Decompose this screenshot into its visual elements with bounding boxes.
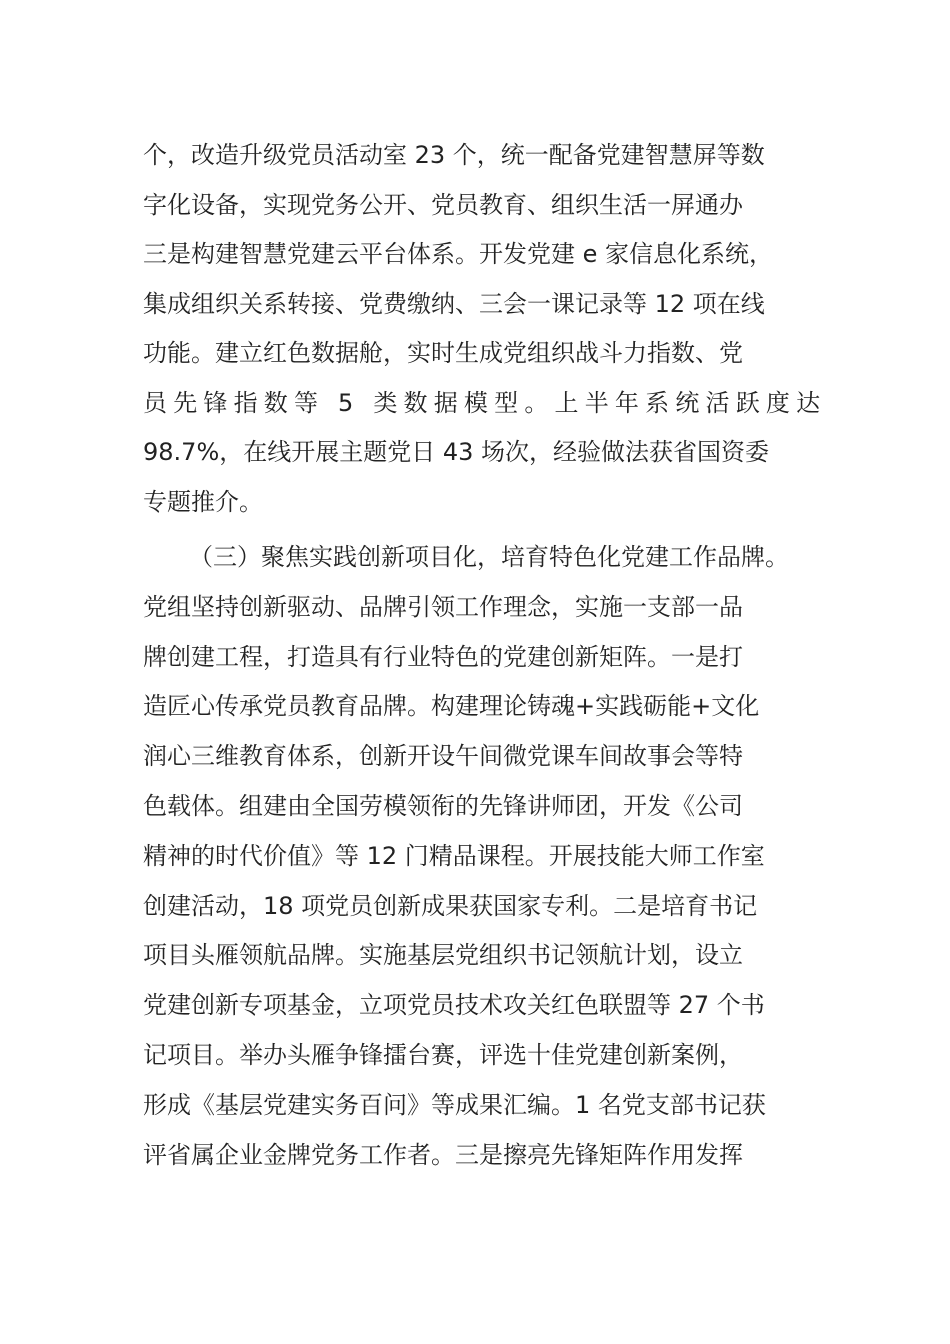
- text-line: 功能。建立红色数据舱，实时生成党组织战斗力指数、党: [143, 339, 743, 367]
- text-line: 党组坚持创新驱动、品牌引领工作理念，实施一支部一品: [143, 592, 743, 621]
- text-line: 牌创建工程，打造具有行业特色的党建创新矩阵。一是打: [143, 642, 743, 671]
- text-line: 评省属企业金牌党务工作者。三是擦亮先锋矩阵作用发挥: [143, 1140, 743, 1169]
- text-line: 党建创新专项基金，立项党员技术攻关红色联盟等 27 个书: [143, 991, 765, 1020]
- text-line: 98.7%，在线开展主题党日 43 场次，经验做法获省国资委: [143, 438, 770, 466]
- text-line: 色载体。组建由全国劳模领衔的先锋讲师团，开发《公司: [143, 791, 743, 820]
- text-line: 员先锋指数等 5 类数据模型。上半年系统活跃度达: [143, 388, 827, 417]
- text-line: 集成组织关系转接、党费缴纳、三会一课记录等 12 项在线: [143, 289, 765, 318]
- text-line: 创建活动，18 项党员创新成果获国家专利。二是培育书记: [143, 891, 758, 920]
- text-line: 专题推介。: [143, 487, 263, 516]
- text-line: 个，改造升级党员活动室 23 个，统一配备党建智慧屏等数: [143, 141, 765, 169]
- text-line: 精神的时代价值》等 12 门精品课程。开展技能大师工作室: [143, 841, 765, 870]
- section-heading-line: （三）聚焦实践创新项目化，培育特色化党建工作品牌。: [189, 543, 789, 571]
- text-line: 记项目。举办头雁争锋擂台赛，评选十佳党建创新案例，: [143, 1040, 743, 1069]
- paragraph-2: [143, 533, 843, 1180]
- text-line: 三是构建智慧党建云平台体系。开发党建 e 家信息化系统，: [143, 240, 774, 268]
- paragraph-1: [143, 131, 843, 527]
- text-line: 润心三维教育体系，创新开设午间微党课车间故事会等特: [143, 742, 743, 771]
- text-line: 形成《基层党建实务百问》等成果汇编。1 名党支部书记获: [143, 1090, 766, 1119]
- text-line: 造匠心传承党员教育品牌。构建理论铸魂+实践砺能+文化: [143, 692, 760, 721]
- text-line: 字化设备，实现党务公开、党员教育、组织生活一屏通办: [143, 190, 743, 219]
- text-line: 项目头雁领航品牌。实施基层党组织书记领航计划，设立: [143, 941, 743, 970]
